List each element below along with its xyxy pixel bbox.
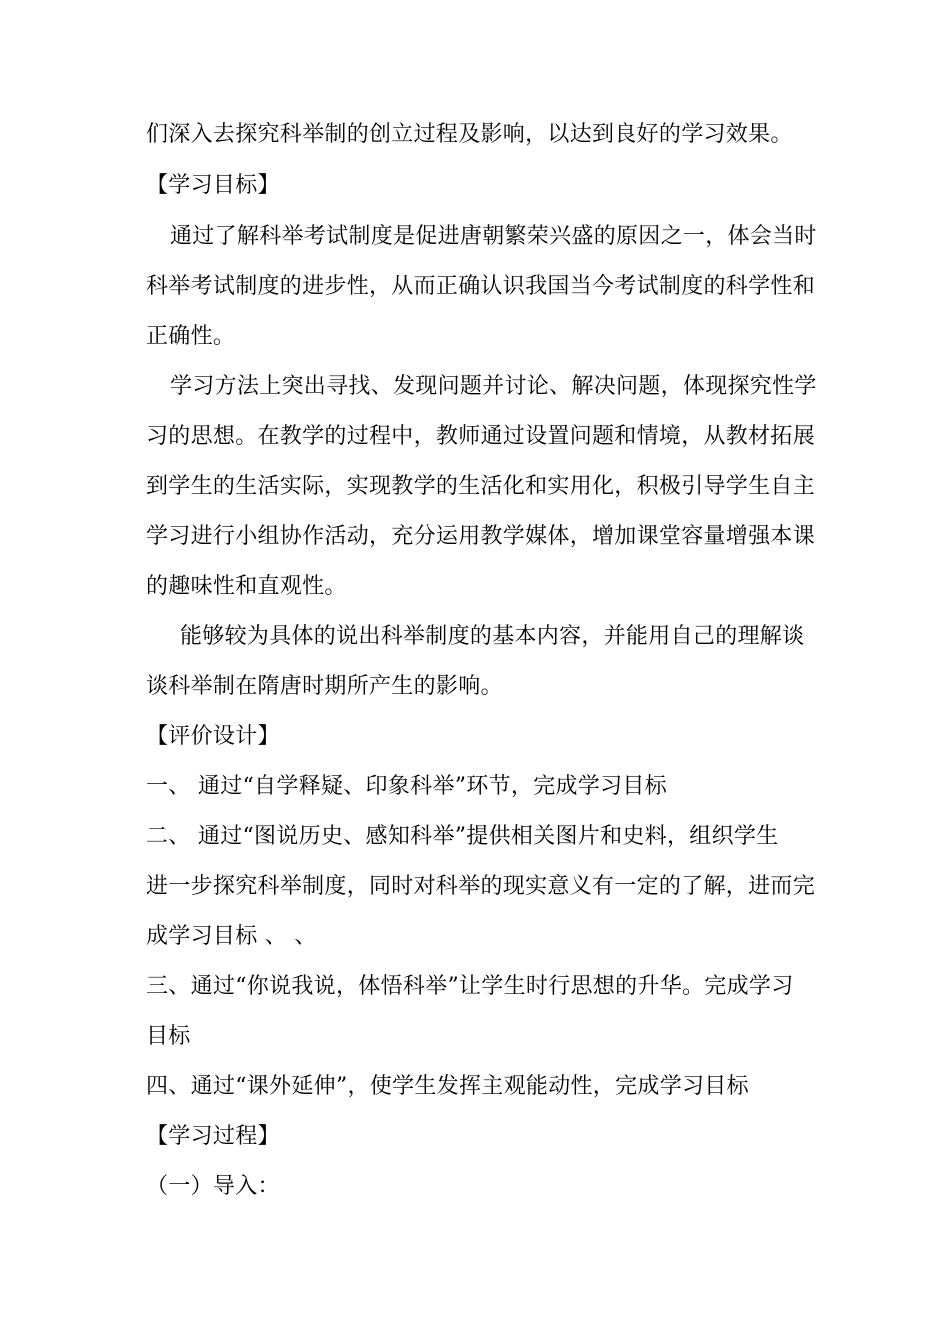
method-paragraph-line: 学习方法上突出寻找、发现问题并讨论、解决问题，体现探究性学 — [170, 374, 817, 399]
goal-paragraph-line: 科举考试制度的进步性，从而正确认识我国当今考试制度的科学性和 — [146, 274, 816, 299]
method-paragraph-line: 学习进行小组协作活动，充分运用教学媒体，增加课堂容量增强本课 — [146, 524, 816, 549]
evaluation-item-1: 一、 通过“自学释疑、印象科举”环节，完成学习目标 — [146, 774, 667, 799]
ability-paragraph-line: 能够较为具体的说出科举制度的基本内容，并能用自己的理解谈 — [180, 624, 805, 649]
evaluation-item-2-line: 成学习目标 、 、 — [146, 924, 317, 949]
section-heading-learning-process: 【学习过程】 — [146, 1124, 280, 1149]
goal-paragraph-line: 通过了解科举考试制度是促进唐朝繁荣兴盛的原因之一，体会当时 — [170, 224, 817, 249]
section-heading-evaluation-design: 【评价设计】 — [146, 724, 280, 749]
method-paragraph-line: 到学生的生活实际，实现教学的生活化和实用化，积极引导学生自主 — [146, 474, 816, 499]
evaluation-item-2-line: 进一步探究科举制度，同时对科举的现实意义有一定的了解，进而完 — [146, 874, 816, 899]
ability-paragraph-line: 谈科举制在隋唐时期所产生的影响。 — [146, 674, 503, 699]
method-paragraph-line: 习的思想。在教学的过程中，教师通过设置问题和情境，从教材拓展 — [146, 424, 816, 449]
method-paragraph-line: 的趣味性和直观性。 — [146, 574, 347, 599]
subsection-heading-introduction: （一）导入： — [146, 1174, 280, 1199]
goal-paragraph-line: 正确性。 — [146, 324, 236, 349]
evaluation-item-4: 四、通过“课外延伸”，使学生发挥主观能动性，完成学习目标 — [146, 1074, 749, 1099]
body-text-line: 们深入去探究科举制的创立过程及影响，以达到良好的学习效果。 — [146, 122, 793, 147]
evaluation-item-3-line: 三、通过“你说我说，体悟科举”让学生时行思想的升华。完成学习 — [146, 974, 794, 999]
evaluation-item-2-line: 二、 通过“图说历史、感知科举”提供相关图片和史料，组织学生 — [146, 824, 779, 849]
section-heading-learning-goals: 【学习目标】 — [146, 173, 280, 198]
evaluation-item-3-line: 目标 — [146, 1024, 191, 1049]
